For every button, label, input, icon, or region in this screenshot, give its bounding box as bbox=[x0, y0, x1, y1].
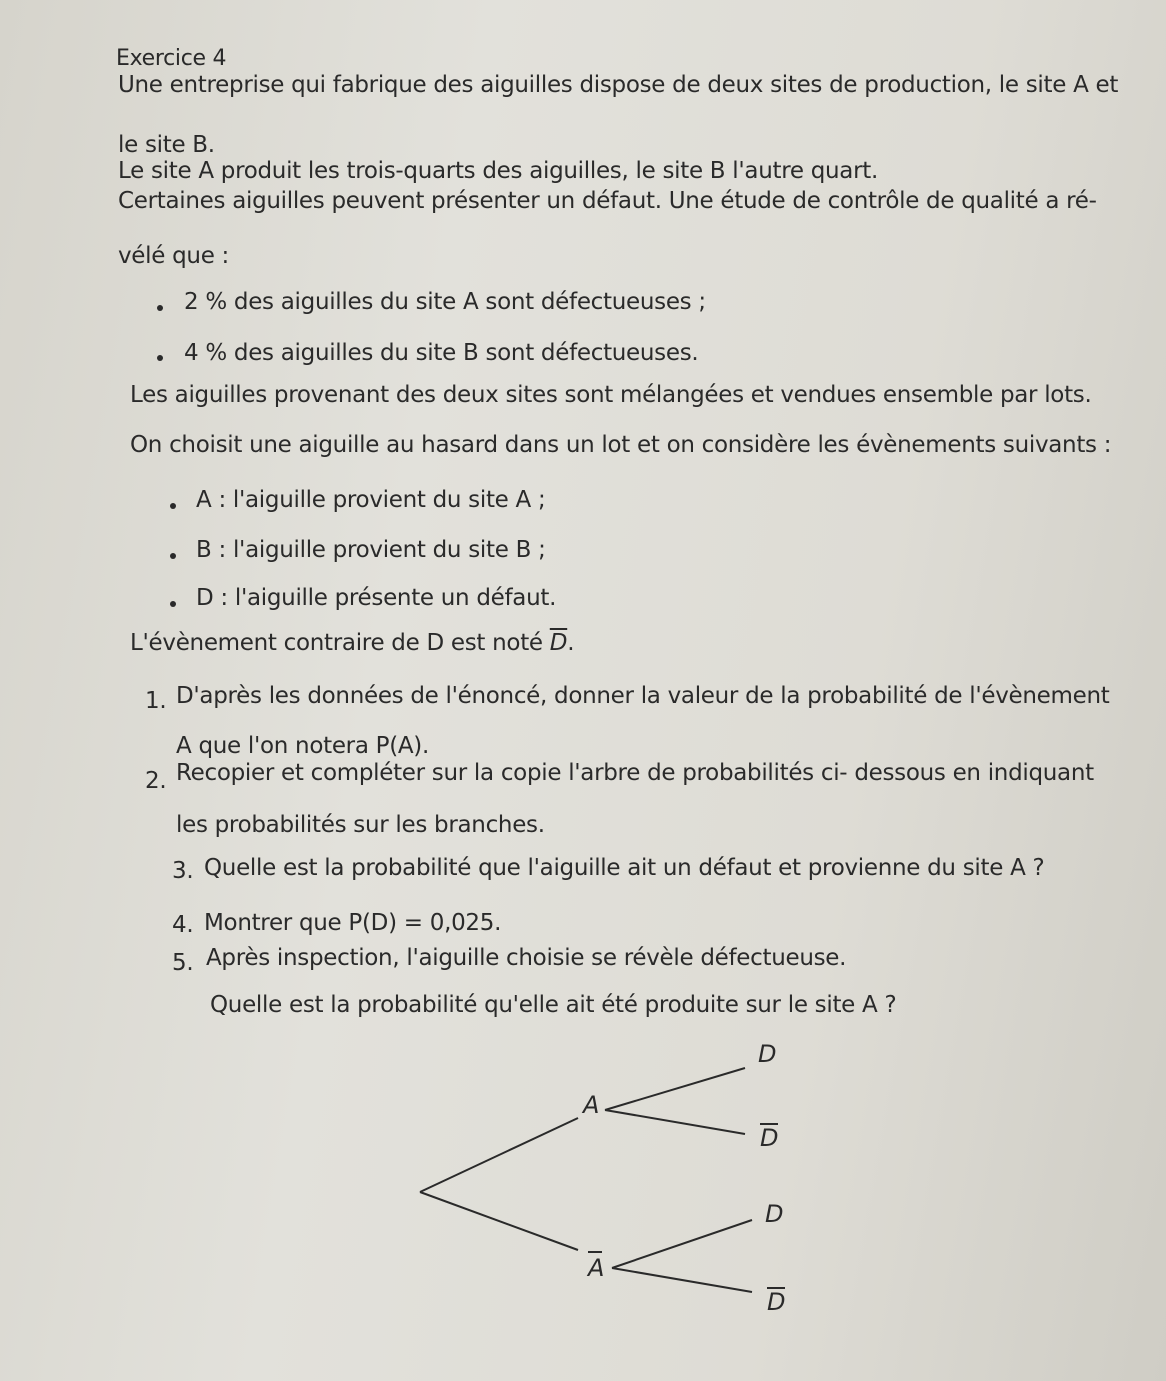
intro-line-1: Une entreprise qui fabrique des aiguilles dispose de deux sites de production, le site A et bbox=[118, 72, 1119, 98]
branch-a-d bbox=[605, 1068, 745, 1110]
event-a: A : l'aiguille provient du site A ; bbox=[196, 487, 546, 513]
leaf-dbar-under-a: D bbox=[760, 1124, 779, 1152]
fact-site-b: 4 % des aiguilles du site B sont défectueuses. bbox=[184, 340, 699, 366]
question-4-number: 4. bbox=[172, 912, 194, 938]
question-3-line-1: Quelle est la probabilité que l'aiguille ait un défaut et provienne du site A ? bbox=[204, 855, 1045, 881]
node-a: A bbox=[583, 1091, 600, 1119]
event-b: B : l'aiguille provient du site B ; bbox=[196, 537, 546, 563]
exercise-title: Exercice 4 bbox=[116, 46, 227, 71]
node-abar: A bbox=[588, 1254, 605, 1282]
branch-a-dbar bbox=[605, 1110, 745, 1134]
question-5-number: 5. bbox=[172, 950, 194, 976]
branch-root-a bbox=[420, 1118, 578, 1192]
context-line-2: On choisit une aiguille au hasard dans un lot et on considère les évènements suivants : bbox=[130, 432, 1112, 458]
intro-line-2: le site B. bbox=[118, 132, 215, 158]
leaf-d-under-abar: D bbox=[765, 1200, 784, 1228]
complement-symbol: $\overline{D}$ bbox=[549, 630, 568, 656]
leaf-dbar-under-abar: D bbox=[767, 1288, 786, 1316]
fact-site-a: 2 % des aiguilles du site A sont défectueuses ; bbox=[184, 289, 706, 315]
question-4-line-1: Montrer que P(D) = 0,025. bbox=[204, 910, 502, 936]
branch-root-abar bbox=[420, 1192, 578, 1250]
branch-abar-dbar bbox=[612, 1268, 752, 1292]
leaf-d-under-a: D bbox=[758, 1040, 777, 1068]
question-1-line-1: D'après les données de l'énoncé, donner la valeur de la probabilité de l'évènement bbox=[176, 683, 1110, 709]
complement-note-end: . bbox=[567, 630, 575, 656]
question-2-line-1: Recopier et compléter sur la copie l'arbre de probabilités ci- dessous en indiquant bbox=[176, 760, 1094, 786]
branch-abar-d bbox=[612, 1220, 752, 1268]
intro-line-3: Le site A produit les trois-quarts des aiguilles, le site B l'autre quart. bbox=[118, 158, 878, 184]
question-3-number: 3. bbox=[172, 858, 194, 884]
question-2-number: 2. bbox=[145, 768, 167, 794]
intro-line-5: vélé que : bbox=[118, 243, 230, 269]
event-d: D : l'aiguille présente un défaut. bbox=[196, 585, 557, 611]
intro-line-4: Certaines aiguilles peuvent présenter un défaut. Une étude de contrôle de qualité a ré- bbox=[118, 188, 1097, 214]
question-1-number: 1. bbox=[145, 688, 167, 714]
question-2-line-2: les probabilités sur les branches. bbox=[176, 812, 545, 838]
question-5-line-2: Quelle est la probabilité qu'elle ait été produite sur le site A ? bbox=[210, 992, 897, 1018]
question-1-line-2: A que l'on notera P(A). bbox=[176, 733, 429, 759]
context-line-1: Les aiguilles provenant des deux sites sont mélangées et vendues ensemble par lots. bbox=[130, 382, 1092, 408]
complement-note-text: L'évènement contraire de D est noté bbox=[130, 630, 550, 656]
question-5-line-1: Après inspection, l'aiguille choisie se révèle défectueuse. bbox=[206, 945, 847, 971]
